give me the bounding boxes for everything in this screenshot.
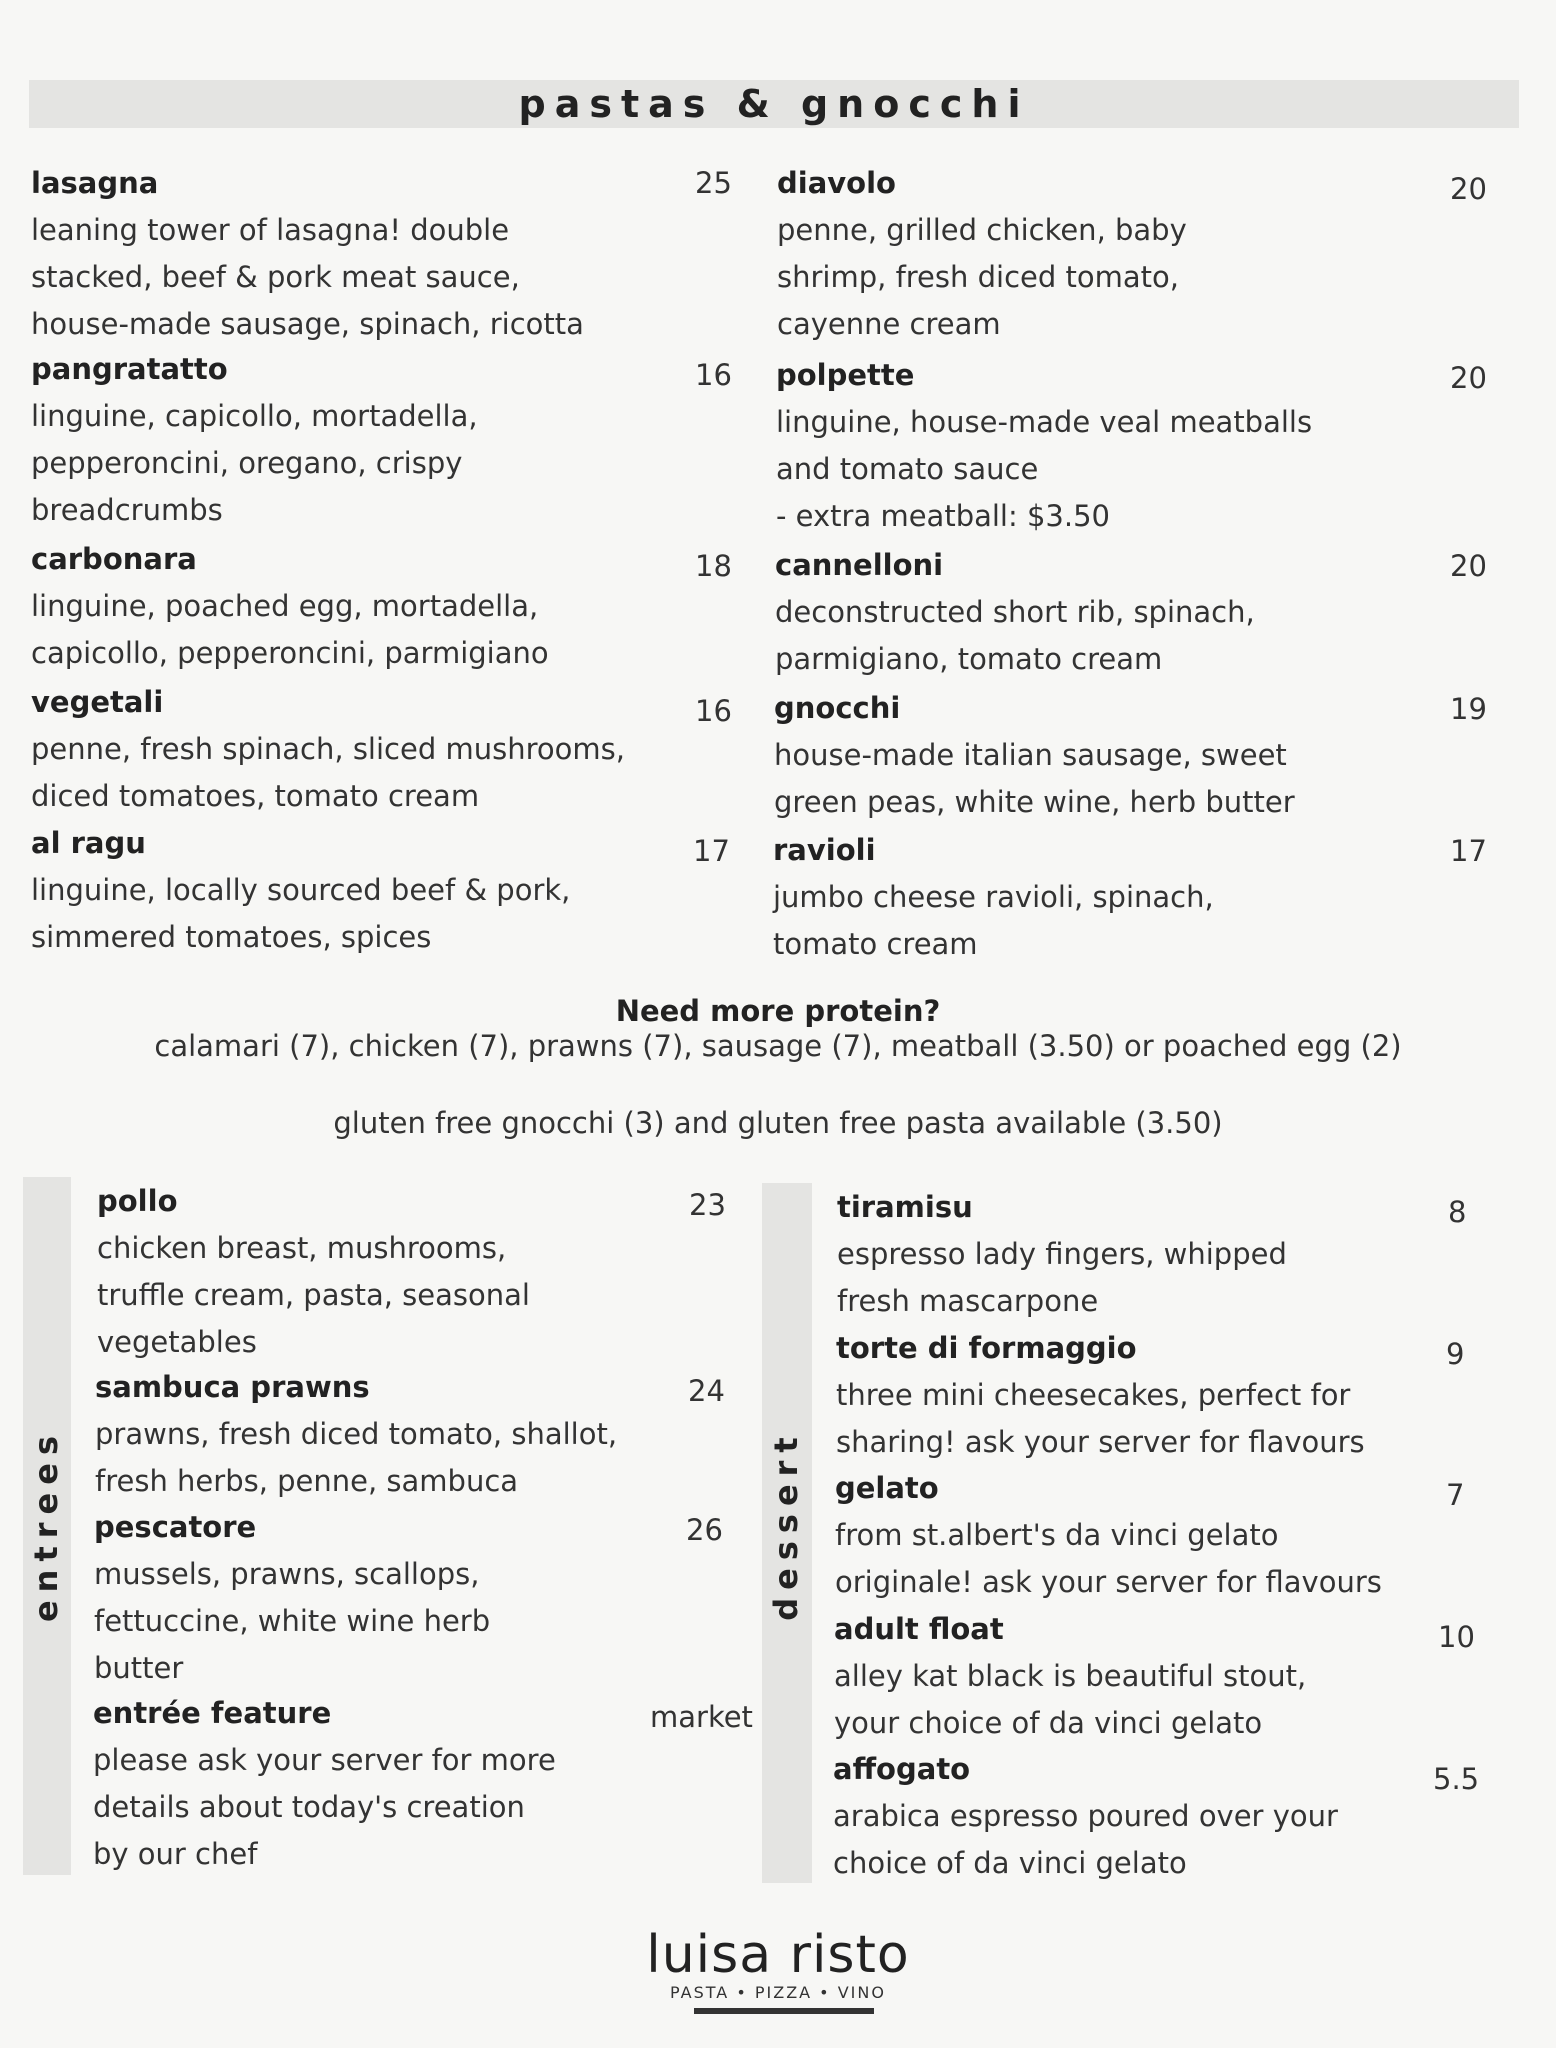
item-desc-line: vegetables bbox=[97, 1325, 257, 1359]
item-desc-line: details about today's creation bbox=[93, 1790, 525, 1824]
item-desc-line: by our chef bbox=[93, 1837, 258, 1871]
gluten-free-note: gluten free gnocchi (3) and gluten free pasta available (3.50) bbox=[333, 1106, 1223, 1140]
item-price: 25 bbox=[695, 166, 732, 200]
item-name: torte di formaggio bbox=[836, 1331, 1137, 1365]
item-desc-line: penne, grilled chicken, baby bbox=[777, 213, 1187, 247]
item-desc-line: parmigiano, tomato cream bbox=[775, 642, 1163, 676]
menu-item-pescatore bbox=[94, 1504, 490, 1692]
item-price: 16 bbox=[695, 358, 732, 392]
item-desc-line: linguine, poached egg, mortadella, bbox=[31, 589, 539, 623]
item-price: 16 bbox=[695, 694, 732, 728]
item-name: lasagna bbox=[31, 166, 159, 200]
item-desc-line: sharing! ask your server for flavours bbox=[836, 1425, 1365, 1459]
protein-heading: Need more protein? bbox=[615, 994, 941, 1028]
item-desc-line: house-made italian sausage, sweet bbox=[774, 738, 1287, 772]
menu-item-pollo bbox=[97, 1178, 530, 1366]
section-title: pastas & gnocchi bbox=[518, 82, 1030, 126]
item-price: 20 bbox=[1450, 172, 1487, 206]
menu-item-carbonara bbox=[31, 536, 549, 677]
item-name: pescatore bbox=[94, 1510, 257, 1544]
item-desc-line: fettuccine, white wine herb bbox=[94, 1604, 491, 1638]
item-desc-line: prawns, fresh diced tomato, shallot, bbox=[95, 1417, 618, 1451]
section-header-band bbox=[29, 80, 1519, 128]
item-desc-line: linguine, house-made veal meatballs bbox=[776, 405, 1313, 439]
menu-item-tiramisu bbox=[837, 1184, 1287, 1325]
item-desc-line: originale! ask your server for flavours bbox=[835, 1565, 1382, 1599]
item-desc-line: three mini cheesecakes, perfect for bbox=[836, 1378, 1351, 1412]
item-desc-line: leaning tower of lasagna! double bbox=[31, 213, 510, 247]
item-desc-line: pepperoncini, oregano, crispy bbox=[31, 446, 463, 480]
item-name: gnocchi bbox=[774, 691, 901, 725]
item-desc-line: linguine, locally sourced beef & pork, bbox=[31, 873, 571, 907]
menu-item-sambuca-prawns bbox=[95, 1364, 617, 1505]
item-name: al ragu bbox=[31, 826, 146, 860]
menu-item-gnocchi bbox=[774, 685, 1295, 826]
item-desc-line: cayenne cream bbox=[777, 307, 1001, 341]
item-price: 20 bbox=[1450, 361, 1487, 395]
item-desc-line: espresso lady fingers, whipped bbox=[837, 1237, 1287, 1271]
item-name: sambuca prawns bbox=[95, 1370, 370, 1404]
menu-item-polpette bbox=[776, 352, 1312, 540]
item-desc-line: simmered tomatoes, spices bbox=[31, 920, 432, 954]
menu-item-lasagna bbox=[31, 160, 584, 348]
menu-item-ravioli bbox=[773, 827, 1214, 968]
item-price: 10 bbox=[1438, 1620, 1475, 1654]
item-name: entrée feature bbox=[93, 1696, 332, 1730]
item-desc-line: fresh herbs, penne, sambuca bbox=[95, 1464, 519, 1498]
item-price: 9 bbox=[1446, 1337, 1465, 1371]
item-desc-line: penne, fresh spinach, sliced mushrooms, bbox=[31, 732, 625, 766]
item-name: diavolo bbox=[777, 166, 896, 200]
item-name: pollo bbox=[97, 1184, 178, 1218]
item-name: affogato bbox=[833, 1752, 971, 1786]
item-desc-line: tomato cream bbox=[773, 927, 978, 961]
restaurant-logo: luisa risto bbox=[646, 1925, 910, 1985]
item-price: 7 bbox=[1446, 1478, 1465, 1512]
item-desc-line: house-made sausage, spinach, ricotta bbox=[31, 307, 584, 341]
item-price: market bbox=[650, 1700, 753, 1734]
item-price: 20 bbox=[1450, 549, 1487, 583]
item-desc-line: diced tomatoes, tomato cream bbox=[31, 779, 480, 813]
item-desc-line: deconstructed short rib, spinach, bbox=[775, 595, 1255, 629]
item-name: carbonara bbox=[31, 542, 197, 576]
restaurant-tagline: PASTA • PIZZA • VINO bbox=[670, 1983, 886, 2002]
logo-underline bbox=[694, 2008, 874, 2014]
item-name: adult float bbox=[834, 1612, 1004, 1646]
item-price: 18 bbox=[695, 549, 732, 583]
item-desc-line: alley kat black is beautiful stout, bbox=[834, 1659, 1307, 1693]
item-desc-line: jumbo cheese ravioli, spinach, bbox=[773, 880, 1214, 914]
menu-item-cannelloni bbox=[775, 542, 1255, 683]
menu-item-torte-di-formaggio bbox=[836, 1325, 1365, 1466]
item-desc-line: green peas, white wine, herb butter bbox=[774, 785, 1295, 819]
item-price: 17 bbox=[1450, 834, 1487, 868]
item-desc-line: butter bbox=[94, 1651, 184, 1685]
item-name: tiramisu bbox=[837, 1190, 973, 1224]
item-desc-line: - extra meatball: $3.50 bbox=[776, 499, 1110, 533]
item-desc-line: choice of da vinci gelato bbox=[833, 1846, 1187, 1880]
item-price: 8 bbox=[1448, 1195, 1467, 1229]
menu-item-gelato bbox=[835, 1465, 1382, 1606]
protein-options: calamari (7), chicken (7), prawns (7), sausage (7), meatball (3.50) or poached egg (2) bbox=[154, 1029, 1402, 1063]
menu-item-diavolo bbox=[777, 160, 1187, 348]
menu-item-al-ragu bbox=[31, 820, 570, 961]
item-desc-line: from st.albert's da vinci gelato bbox=[835, 1518, 1279, 1552]
item-desc-line: and tomato sauce bbox=[776, 452, 1039, 486]
item-name: gelato bbox=[835, 1471, 939, 1505]
menu-item-pangratatto bbox=[31, 346, 478, 534]
item-price: 24 bbox=[688, 1374, 725, 1408]
item-desc-line: shrimp, fresh diced tomato, bbox=[777, 260, 1179, 294]
item-desc-line: arabica espresso poured over your bbox=[833, 1799, 1338, 1833]
entrees-label: entrees bbox=[27, 1428, 65, 1623]
item-price: 5.5 bbox=[1433, 1762, 1480, 1796]
item-name: vegetali bbox=[31, 685, 164, 719]
item-desc-line: fresh mascarpone bbox=[837, 1284, 1099, 1318]
item-price: 26 bbox=[686, 1513, 723, 1547]
menu-item-vegetali bbox=[31, 679, 625, 820]
item-desc-line: mussels, prawns, scallops, bbox=[94, 1557, 480, 1591]
item-desc-line: chicken breast, mushrooms, bbox=[97, 1231, 507, 1265]
item-name: ravioli bbox=[773, 833, 876, 867]
menu-item-affogato bbox=[833, 1746, 1338, 1887]
item-desc-line: linguine, capicollo, mortadella, bbox=[31, 399, 478, 433]
item-name: polpette bbox=[776, 358, 915, 392]
item-desc-line: your choice of da vinci gelato bbox=[834, 1706, 1263, 1740]
item-desc-line: breadcrumbs bbox=[31, 493, 223, 527]
item-desc-line: please ask your server for more bbox=[93, 1743, 556, 1777]
item-price: 19 bbox=[1450, 692, 1487, 726]
menu-item-entree-feature bbox=[93, 1690, 556, 1878]
item-price: 23 bbox=[689, 1188, 726, 1222]
item-desc-line: stacked, beef & pork meat sauce, bbox=[31, 260, 520, 294]
item-price: 17 bbox=[693, 834, 730, 868]
item-desc-line: capicollo, pepperoncini, parmigiano bbox=[31, 636, 549, 670]
item-desc-line: truffle cream, pasta, seasonal bbox=[97, 1278, 530, 1312]
dessert-label: dessert bbox=[767, 1429, 805, 1621]
item-name: cannelloni bbox=[775, 548, 944, 582]
menu-item-adult-float bbox=[834, 1606, 1306, 1747]
item-name: pangratatto bbox=[31, 352, 228, 386]
